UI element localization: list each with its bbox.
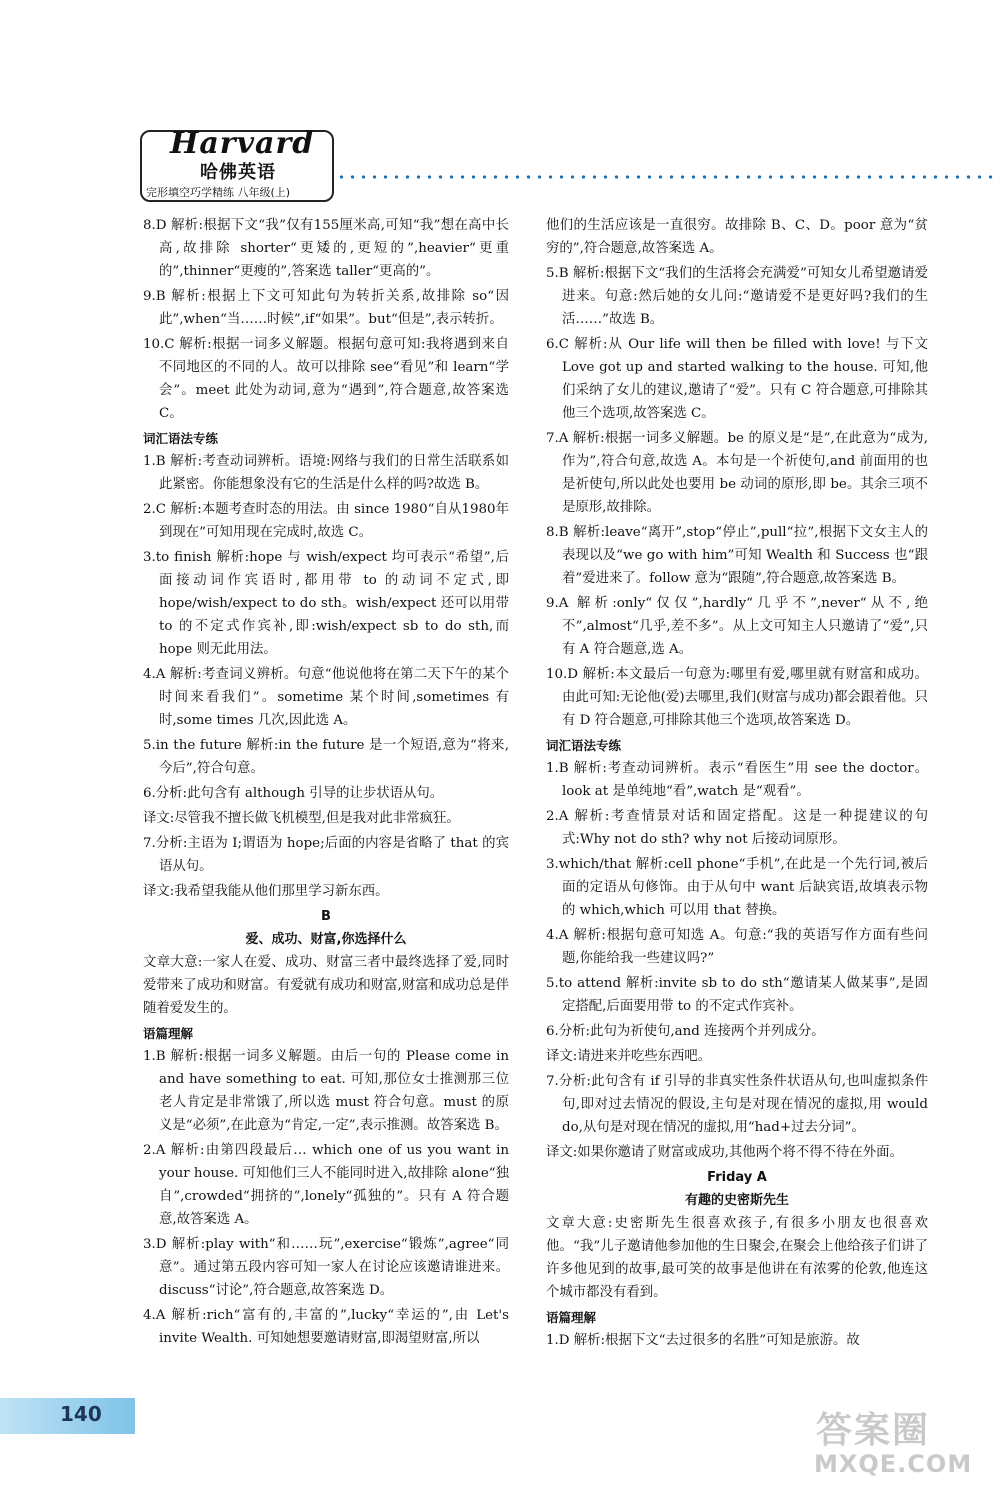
section-heading: 词汇语法专练 [143, 431, 219, 446]
answer-item: 4.A 解析:rich“富有的,丰富的”,lucky“幸运的”,由 Let's invite Wealth. 可知她想要邀请财富,即渴望财富,所以 [143, 1308, 509, 1346]
answer-item: 5.in the future 解析:in the future 是一个短语,意为“将来,今后”,符合句意。 [143, 738, 509, 776]
answer-item: 7.分析:主语为 I;谓语为 hope;后面的内容是省略了 that 的宾语从句。 [143, 836, 509, 874]
answer-item: 8.D 解析:根据下文“我”仅有155厘米高,可知“我”想在高中长高,故排除 shorter“更矮的,更短的”,heavier“更重的”,thinner“更瘦的”,答案选 taller“更高的”。 [143, 218, 509, 279]
harvard-logo [140, 126, 334, 202]
answer-item: 9.B 解析:根据上下文可知此句为转折关系,故排除 so“因此”,when“当……时候”,if“如果”。but“但是”,表示转折。 [143, 289, 509, 327]
answer-item: 2.A 解析:考查情景对话和固定搭配。这是一种提建议的句式:Why not do sth? why not 后接动词原形。 [546, 809, 928, 847]
answer-item: 3.to finish 解析:hope 与 wish/expect 均可表示“希望”,后面接动词作宾语时,都用带 to 的动词不定式,即 hope/wish/expect to do sth。wish/expect 还可以用带 to 的不定式作宾补,即:wish/expect sb to do sth,而 hope 则无此用法。 [143, 550, 509, 657]
passage-summary: 文章大意:一家人在爱、成功、财富三者中最终选择了爱,同时爱带来了成功和财富。有爱就有成功和财富,财富和成功总是伴随着爱发生的。 [143, 955, 509, 1016]
answer-item: 5.to attend 解析:invite sb to do sth“邀请某人做某事”,是固定搭配,后面要用带 to 的不定式作宾补。 [546, 976, 928, 1014]
dotted-rule [336, 174, 1000, 180]
answer-item: 6.C 解析:从 Our life will then be filled with love! 与下文 Love got up and started walking to the house. 可知,他们采纳了女儿的建议,邀请了“爱”。只有 C 符合题意,可排除其他三个选项,故答案选 C。 [546, 337, 928, 421]
answer-item: 7.分析:此句含有 if 引导的非真实性条件状语从句,也叫虚拟条件句,即对过去情况的假设,主句是对现在情况的虚拟,用 would do,从句是对现在情况的虚拟,用“had+过去分词”。 [546, 1074, 928, 1135]
passage-title: 爱、成功、财富,你选择什么 [245, 932, 407, 947]
answer-item: 6.分析:此句含有 although 引导的让步状语从句。 [143, 786, 444, 801]
answer-item: 6.分析:此句为祈使句,and 连接两个并列成分。 [546, 1024, 825, 1039]
answer-item: 1.B 解析:考查动词辨析。表示“看医生”用 see the doctor。look at 是单纯地“看”,watch 是“观看”。 [546, 761, 928, 799]
answer-continuation: 他们的生活应该是一直很穷。故排除 B、C、D。poor 意为“贫穷的”,符合题意,故答案选 A。 [546, 218, 928, 256]
passage-summary: 文章大意:史密斯先生很喜欢孩子,有很多小朋友也很喜欢他。“我”儿子邀请他参加他的生日聚会,在聚会上他给孩子们讲了许多他见到的故事,最可笑的故事是他讲在有浓雾的伦敦,他连这个城市都没有看到。 [546, 1216, 928, 1300]
answer-item: 4.A 解析:根据句意可知选 A。句意:“我的英语写作方面有些问题,你能给我一些建议吗?” [546, 928, 928, 966]
logo-chinese-title: 哈佛英语 [200, 162, 276, 183]
answer-item: 10.D 解析:本文最后一句意为:哪里有爱,哪里就有财富和成功。由此可知:无论他(爱)去哪里,我们(财富与成功)都会跟着他。只有 D 符合题意,可排除其他三个选项,故答案选 D。 [546, 667, 928, 728]
translation: 译文:尽管我不擅长做飞机模型,但是我对此非常疯狂。 [143, 811, 460, 826]
answer-item: 2.C 解析:本题考查时态的用法。由 since 1980“自从1980年到现在”可知用现在完成时,故选 C。 [143, 502, 509, 540]
left-column [143, 214, 509, 1352]
passage-label: B [321, 909, 331, 924]
translation: 译文:请进来并吃些东西吧。 [546, 1049, 712, 1064]
answer-item: 2.A 解析:由第四段最后… which one of us you want in your house. 可知他们三人不能同时进入,故排除 alone“独自”,crowded“拥挤的”,lonely“孤独的”。只有 A 符合题意,故答案选 A。 [143, 1143, 510, 1227]
answer-item: 5.B 解析:根据下文“我们的生活将会充满爱”可知女儿希望邀请爱进来。句意:然后她的女儿问:“邀请爱不是更好吗?我们的生活……”故选 B。 [546, 266, 928, 327]
answer-item: 1.D 解析:根据下文“去过很多的名胜”可知是旅游。故 [546, 1333, 860, 1348]
translation: 译文:我希望我能从他们那里学习新东西。 [143, 884, 389, 899]
answer-item: 4.A 解析:考查词义辨析。句意“他说他将在第二天下午的某个时间来看我们”。sometime 某个时间,sometimes 有时,some times 几次,因此选 A。 [143, 667, 509, 728]
answer-item: 1.B 解析:根据一词多义解题。由后一句的 Please come in and have something to eat. 可知,那位女士推测那三位老人肯定是非常饿了,所以选 must 符合句意。must 的原义是“必须”,在此意为“肯定,一定”,表示推测。故答案选 B。 [143, 1049, 509, 1133]
section-heading: 语篇理解 [143, 1026, 194, 1041]
page-header [140, 126, 1000, 200]
translation: 译文:如果你邀请了财富或成功,其他两个将不得不待在外面。 [546, 1145, 903, 1160]
passage-title: 有趣的史密斯先生 [684, 1193, 789, 1208]
right-column [546, 214, 928, 1354]
answer-item: 9.A 解析:only“仅仅”,hardly“几乎不”,never“从不,绝不”,almost“几乎,差不多”。从上文可知主人只邀请了“爱”,只有 A 符合题意,选 A。 [546, 596, 928, 657]
answer-item: 8.B 解析:leave“离开”,stop“停止”,pull“拉”,根据下文女主人的表现以及“we go with him”可知 Wealth 和 Success 也“跟着”爱进来了。follow 意为“跟随”,符合题意,故答案选 B。 [546, 525, 928, 586]
watermark [806, 1402, 986, 1480]
answer-item: 3.D 解析:play with“和……玩”,exercise“锻炼”,agree“同意”。通过第五段内容可知一家人在讨论应该邀请谁进来。discuss“讨论”,符合题意,故答案选 D。 [143, 1237, 509, 1298]
section-heading: 语篇理解 [546, 1310, 597, 1325]
answer-item: 1.B 解析:考查动词辨析。语境:网络与我们的日常生活联系如此紧密。你能想象没有它的生活是什么样的吗?故选 B。 [143, 454, 509, 492]
answer-item: 10.C 解析:根据一词多义解题。根据句意可知:我将遇到来自不同地区的不同的人。故可以排除 see“看见”和 learn“学会”。meet 此处为动词,意为“遇到”,符合题意,故答案选 C。 [143, 337, 509, 421]
watermark-text: 答案圈 [816, 1410, 931, 1451]
passage-label: Friday A [707, 1170, 767, 1185]
page-number-tab [0, 1398, 135, 1434]
answer-item: 3.which/that 解析:cell phone“手机”,在此是一个先行词,被后面的定语从句修饰。由于从句中 want 后缺宾语,故填表示物的 which,which 可以用 that 替换。 [546, 857, 928, 918]
section-heading: 词汇语法专练 [546, 738, 622, 753]
answer-item: 7.A 解析:根据一词多义解题。be 的原义是“是”,在此意为“成为,作为”,符合句意,故选 A。本句是一个祈使句,and 前面用的也是祈使句,所以此处也要用 be 动词的原形,即 be。其余三项不是原形,故排除。 [546, 431, 928, 515]
logo-title: Harvard [170, 126, 315, 161]
page-number: 140 [60, 1402, 102, 1426]
watermark-url: MXQE.COM [814, 1450, 973, 1478]
book-subtitle: 完形填空巧学精练 八年级(上) [146, 186, 291, 199]
